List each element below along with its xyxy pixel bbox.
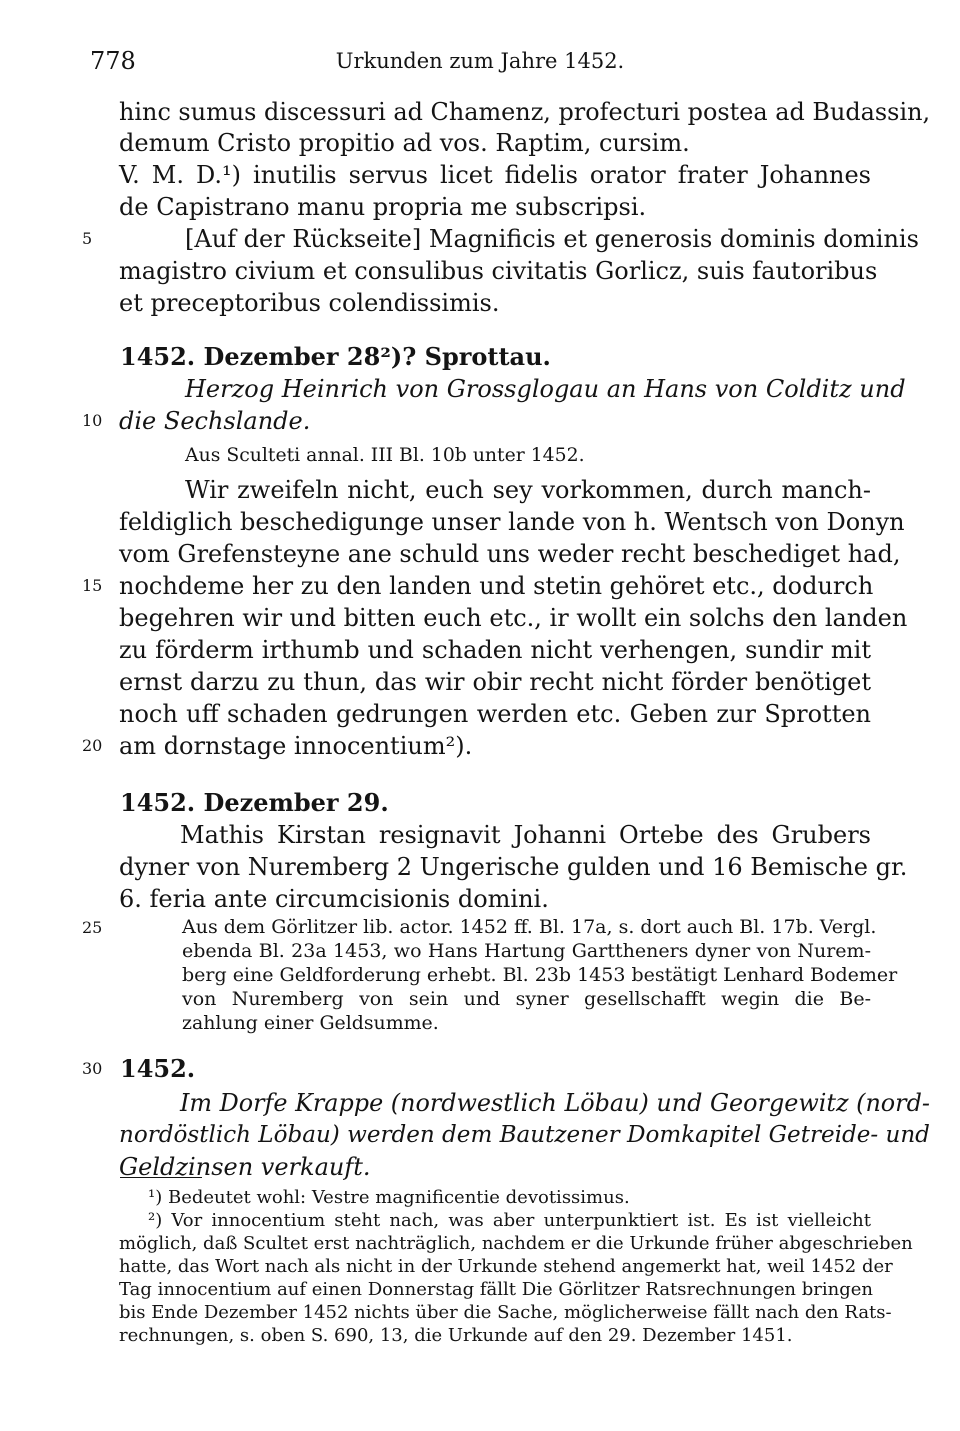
text-line	[0, 190, 960, 224]
note-line	[0, 940, 960, 963]
text-line	[0, 697, 960, 731]
text-line-content: hinc sumus discessuri ad Chamenz, profecturi postea ad Budassin,	[119, 98, 931, 126]
footnote-text: ¹) Bedeutet wohl: Vestre magnificentie devotissimus.	[148, 1187, 630, 1208]
entry-heading-text: 1452.	[120, 1054, 196, 1083]
source-line	[0, 441, 960, 475]
text-line	[0, 126, 960, 160]
text-line-content: 6. feria ante circumcisionis domini.	[119, 885, 549, 913]
text-line	[0, 665, 960, 699]
text-line-content: demum Cristo propitio ad vos. Raptim, cursim.	[119, 129, 690, 157]
text-line	[0, 222, 960, 256]
text-line-content: magistro civium et consulibus civitatis Gorlicz, suis fautoribus	[119, 257, 878, 285]
text-line-content: noch uff schaden gedrungen werden etc. Geben zur Sprotten	[119, 700, 871, 728]
summary-text: nordöstlich Löbau) werden dem Bautzener Domkapitel Getreide- und	[119, 1122, 930, 1148]
footnote-text: bis Ende Dezember 1452 nichts über die Sache, möglicherweise fällt nach den Rats-	[119, 1302, 892, 1323]
footnote-divider	[120, 1177, 202, 1178]
line-number: 25	[82, 918, 103, 937]
summary-text: Im Dorfe Krappe (nordwestlich Löbau) und Georgewitz (nord-	[180, 1089, 930, 1117]
source-text: Aus Sculteti annal. III Bl. 10b unter 1452.	[185, 445, 585, 466]
text-line-content: V. M. D.¹) inutilis servus licet fidelis orator frater Johannes	[119, 161, 871, 189]
text-line-content: dyner von Nuremberg 2 Ungerische gulden und 16 Bemische gr.	[119, 853, 908, 881]
footnote-text: hatte, das Wort nach als nicht in der Urkunde stehend angemerkt hat, weil 1452 der	[119, 1256, 893, 1277]
text-line-content: ernst darzu zu thun, das wir obir recht nicht förder benötiget	[119, 668, 871, 696]
text-line	[0, 882, 960, 916]
summary-text: Geldzinsen verkauft.	[119, 1153, 371, 1181]
entry-heading	[0, 1052, 960, 1086]
line-number: 5	[82, 229, 93, 248]
text-line-content: begehren wir und bitten euch etc., ir wollt ein solchs den landen	[119, 604, 908, 632]
text-line-content: feldiglich beschedigunge unser lande von h. Wentsch von Donyn	[119, 508, 905, 536]
footnote-text: ²) Vor innocentium steht nach, was aber unterpunktiert ist. Es ist vielleicht	[148, 1210, 871, 1231]
text-line-content: Wir zweifeln nicht, euch sey vorkommen, durch manch-	[185, 476, 871, 504]
entry-heading	[0, 340, 960, 374]
footnote-text: rechnungen, s. oben S. 690, 13, die Urkunde auf den 29. Dezember 1451.	[119, 1325, 793, 1346]
line-number: 30	[82, 1059, 103, 1078]
footnote-line	[0, 1279, 960, 1301]
line-number: 20	[82, 736, 103, 755]
text-line	[0, 473, 960, 507]
text-line-content: am dornstage innocentium²).	[119, 732, 473, 760]
footnote-line	[0, 1233, 960, 1255]
note-text: berg eine Geldforderung erhebt. Bl. 23b 1453 bestätigt Lenhard Bodemer	[182, 964, 898, 986]
summary-line	[0, 1086, 960, 1120]
footnote-line	[0, 1325, 960, 1347]
note-text: Aus dem Görlitzer lib. actor. 1452 ff. Bl. 17a, s. dort auch Bl. 17b. Vergl.	[182, 916, 877, 938]
text-line	[0, 95, 960, 129]
note-line	[0, 916, 960, 939]
text-line	[0, 569, 960, 603]
line-number: 10	[82, 411, 103, 430]
summary-line	[0, 1150, 960, 1184]
text-line-content: zu förderm irthumb und schaden nicht verhengen, sundir mit	[119, 636, 871, 664]
footnote-line	[0, 1302, 960, 1324]
text-line	[0, 850, 960, 884]
summary-text: Herzog Heinrich von Grossglogau an Hans von Colditz und	[185, 375, 906, 403]
note-text: ebenda Bl. 23a 1453, wo Hans Hartung Garttheners dyner von Nurem-	[182, 940, 871, 962]
text-line	[0, 158, 960, 192]
text-line	[0, 729, 960, 763]
summary-line	[0, 404, 960, 438]
entry-heading-text: 1452. Dezember 28²)? Sprottau.	[120, 342, 551, 371]
text-line	[0, 254, 960, 288]
entry-heading-text: 1452. Dezember 29.	[120, 788, 389, 817]
text-line-content: [Auf der Rückseite] Magnificis et generosis dominis dominis	[185, 225, 919, 253]
footnote-line	[0, 1210, 960, 1232]
text-line-content: de Capistrano manu propria me subscripsi.	[119, 193, 647, 221]
note-line	[0, 964, 960, 987]
page-number: 778	[90, 47, 136, 75]
page-header	[0, 46, 960, 76]
note-line	[0, 1012, 960, 1035]
text-line	[0, 505, 960, 539]
summary-line	[0, 1118, 960, 1152]
text-line	[0, 537, 960, 571]
line-number: 15	[82, 576, 103, 595]
summary-text: die Sechslande.	[119, 407, 311, 435]
note-text: zahlung einer Geldsumme.	[182, 1012, 439, 1034]
text-line	[0, 818, 960, 852]
footnote-text: möglich, daß Scultet erst nachträglich, nachdem er die Urkunde früher abgeschrieben	[119, 1233, 913, 1254]
footnote-line	[0, 1256, 960, 1278]
running-head: Urkunden zum Jahre 1452.	[335, 49, 625, 73]
note-line	[0, 988, 960, 1011]
text-line	[0, 633, 960, 667]
entry-heading	[0, 786, 960, 820]
footnote-line	[0, 1187, 960, 1209]
summary-line	[0, 372, 960, 406]
text-line-content: Mathis Kirstan resignavit Johanni Ortebe des Grubers	[180, 821, 871, 849]
text-line-content: vom Grefensteyne ane schuld uns weder recht beschediget had,	[119, 540, 901, 568]
text-line	[0, 601, 960, 635]
note-text: von Nuremberg von sein und syner gesellschafft wegin die Be-	[182, 988, 871, 1010]
text-line-content: nochdeme her zu den landen und stetin gehöret etc., dodurch	[119, 572, 874, 600]
text-line	[0, 286, 960, 320]
footnote-text: Tag innocentium auf einen Donnerstag fällt Die Görlitzer Ratsrechnungen bringen	[119, 1279, 873, 1300]
text-line-content: et preceptoribus colendissimis.	[119, 289, 500, 317]
